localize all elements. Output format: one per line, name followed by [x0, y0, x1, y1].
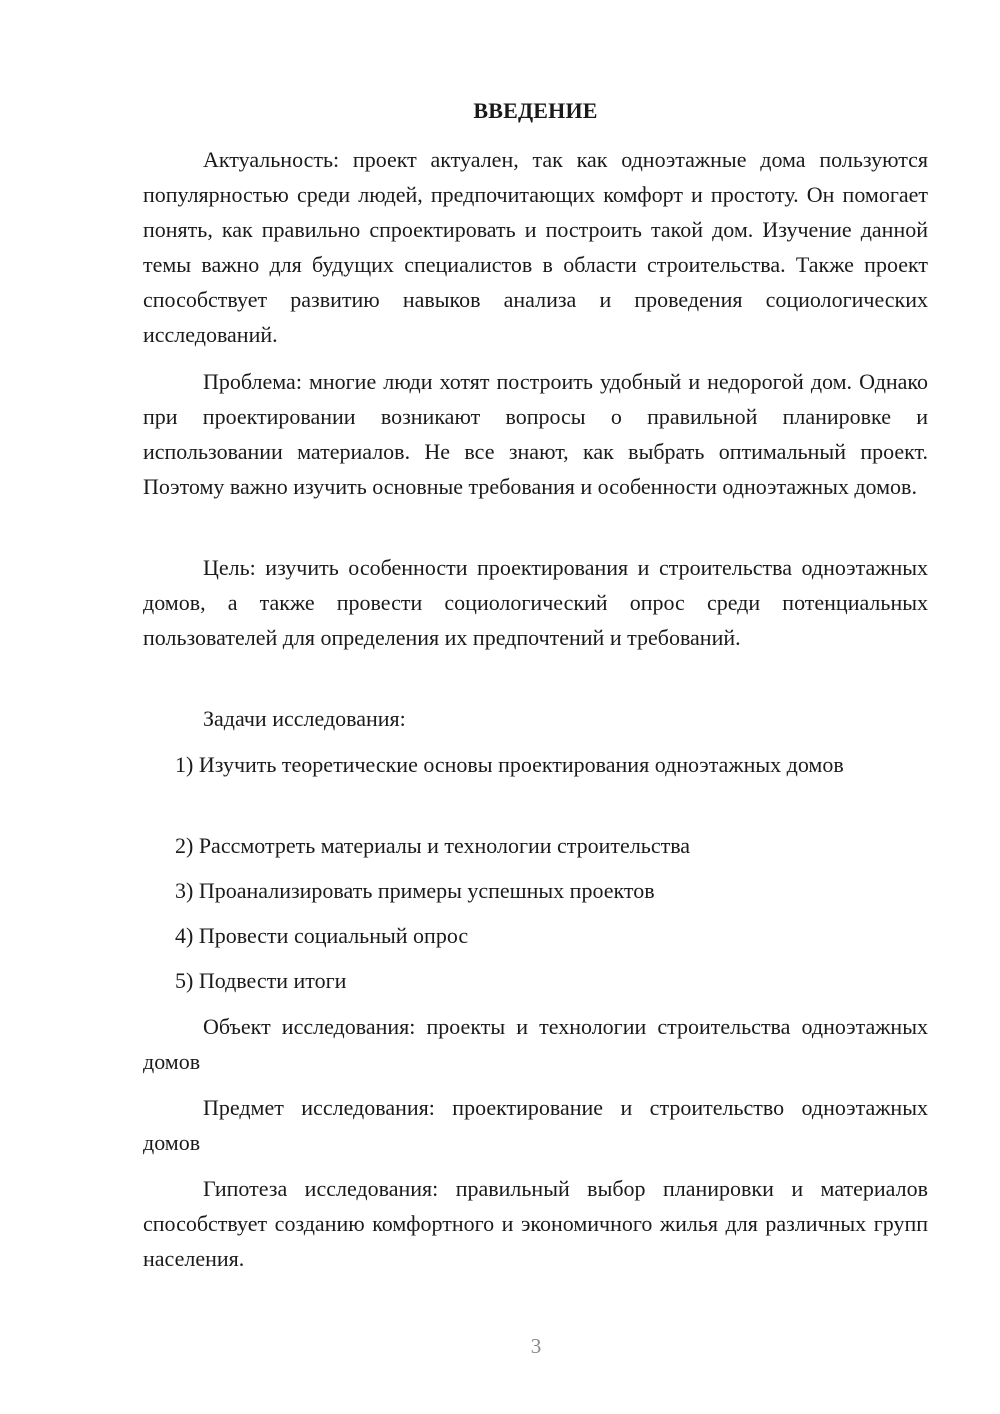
paragraph-relevance: Актуальность: проект актуален, так как одноэтажные дома пользуются популярностью среди людей, предпочитающих комфорт и простоту. Он помогает понять, как правильно спроектировать и построить такой дом. Изучение данной темы важно для будущих специалистов в области строительства. Также проект способствует развитию навыков анализа и проведения социологических исследований.: [143, 147, 928, 347]
page-title: ВВЕДЕНИЕ: [473, 98, 598, 123]
paragraph-hypothesis: Гипотеза исследования: правильный выбор планировки и материалов способствует созданию комфортного и экономичного жилья для различных групп населения.: [143, 1176, 928, 1271]
task-item-3: 3) Проанализировать примеры успешных проектов: [175, 878, 655, 903]
task-item-5: 5) Подвести итоги: [175, 968, 347, 993]
paragraph-goal: Цель: изучить особенности проектирования и строительства одноэтажных домов, а также провести социологический опрос среди потенциальных пользователей для определения их предпочтений и требований.: [143, 555, 928, 650]
task-item-2: 2) Рассмотреть материалы и технологии строительства: [175, 833, 691, 858]
task-item-1: 1) Изучить теоретические основы проектирования одноэтажных домов: [175, 752, 844, 777]
paragraph-problem: Проблема: многие люди хотят построить удобный и недорогой дом. Однако при проектировании возникают вопросы о правильной планировке и использовании материалов. Не все знают, как выбрать оптимальный проект. Поэтому важно изучить основные требования и особенности одноэтажных домов.: [143, 369, 928, 499]
tasks-heading: Задачи исследования:: [203, 706, 406, 731]
paragraph-subject: Предмет исследования: проектирование и строительство одноэтажных домов: [143, 1095, 928, 1155]
task-item-4: 4) Провести социальный опрос: [175, 923, 469, 948]
page-number: 3: [530, 1334, 542, 1358]
paragraph-object: Объект исследования: проекты и технологии строительства одноэтажных домов: [143, 1014, 928, 1074]
